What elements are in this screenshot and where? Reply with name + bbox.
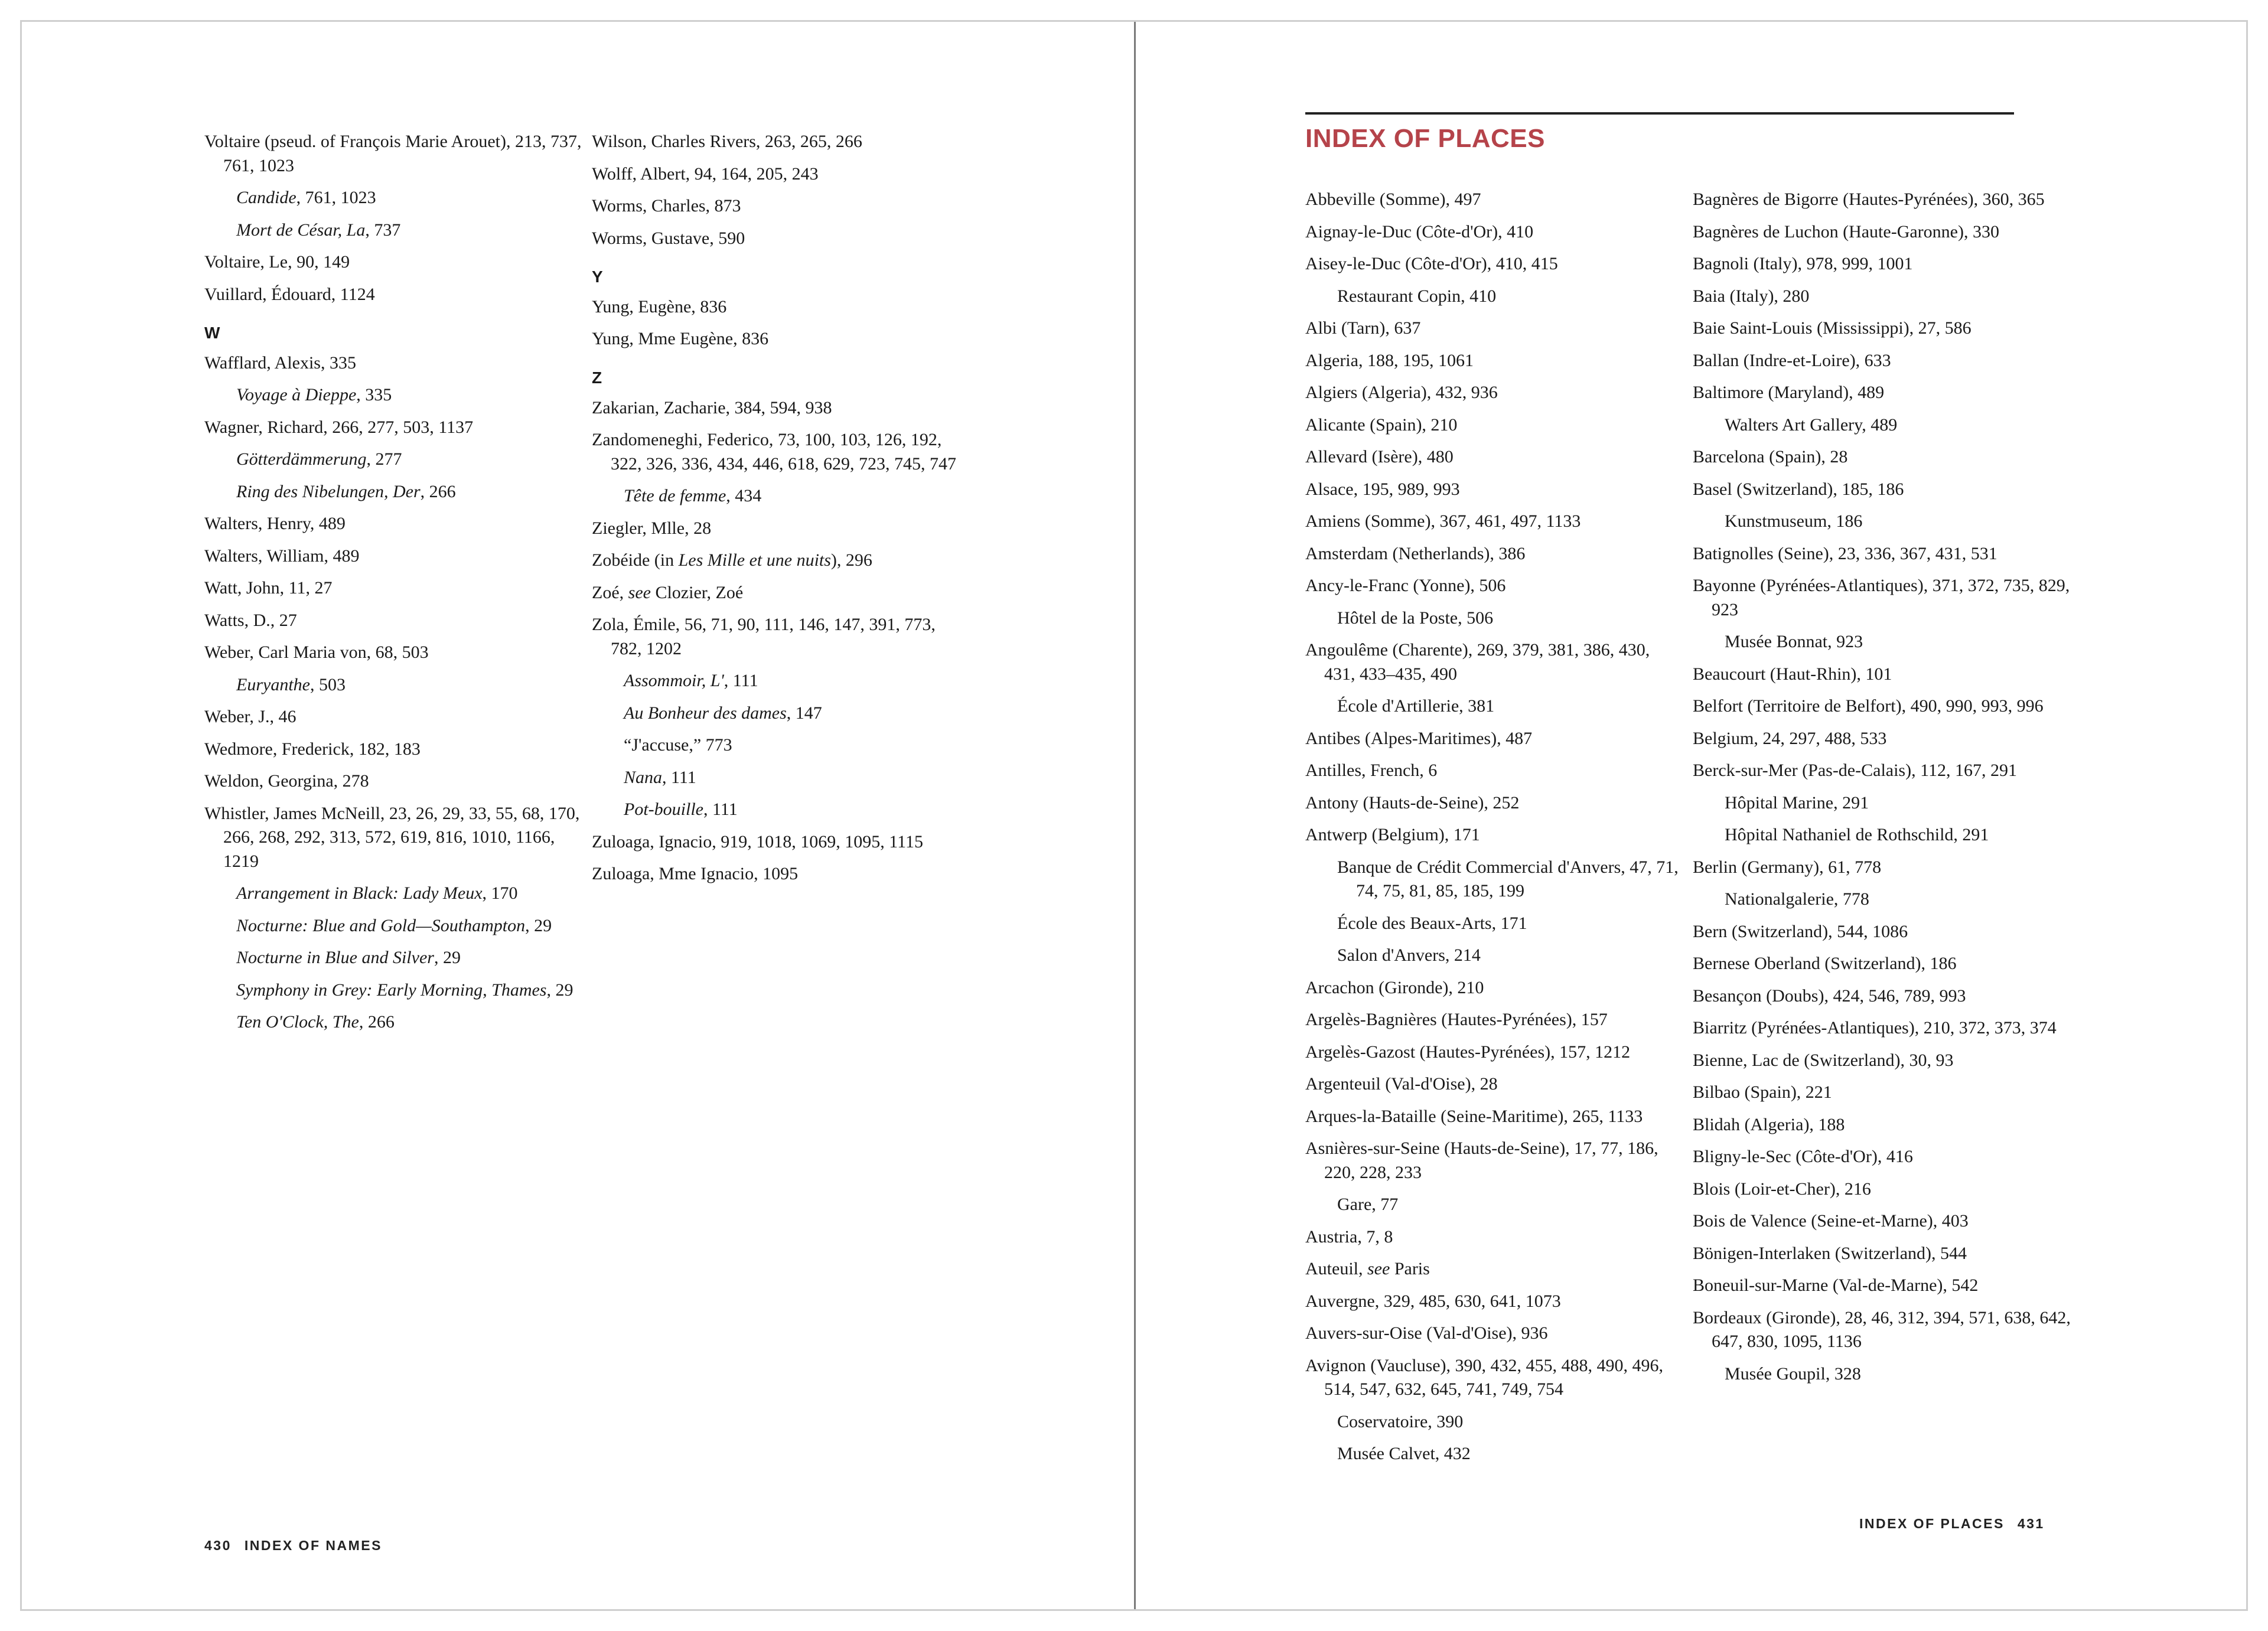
index-entry: Bönigen-Interlaken (Switzerland), 544 xyxy=(1693,1243,1967,1263)
index-entry: Zoé, see Clozier, Zoé xyxy=(592,582,744,602)
index-entry: Wilson, Charles Rivers, 263, 265, 266 xyxy=(592,132,862,151)
index-entry: Blois (Loir-et-Cher), 216 xyxy=(1693,1179,1871,1199)
index-entry: Arcachon (Gironde), 210 xyxy=(1305,977,1484,997)
index-subentry: Euryanthe, 503 xyxy=(236,674,346,694)
page-number: 431 xyxy=(2017,1516,2045,1531)
index-entry: Bagnoli (Italy), 978, 999, 1001 xyxy=(1693,254,1913,273)
index-subentry: Gare, 77 xyxy=(1337,1195,1399,1214)
index-entry: Amsterdam (Netherlands), 386 xyxy=(1305,543,1526,563)
index-entry: Beaucourt (Haut-Rhin), 101 xyxy=(1693,664,1892,684)
index-entry: Baie Saint-Louis (Mississippi), 27, 586 xyxy=(1693,318,1972,338)
index-entry: Baia (Italy), 280 xyxy=(1693,286,1810,306)
index-entry: Wagner, Richard, 266, 277, 503, 1137 xyxy=(204,417,474,437)
index-subentry: Salon d'Anvers, 214 xyxy=(1337,945,1481,965)
index-entry: Zobéide (in Les Mille et une nuits), 296 xyxy=(592,550,872,570)
left-folio xyxy=(204,1538,382,1554)
index-entry: Bern (Switzerland), 544, 1086 xyxy=(1693,921,1908,941)
index-letter-heading: Y xyxy=(592,268,603,286)
page-number: 430 xyxy=(204,1538,232,1553)
index-entry: Bilbao (Spain), 221 xyxy=(1693,1082,1832,1102)
index-entry: Yung, Eugène, 836 xyxy=(592,296,727,317)
index-entry: Biarritz (Pyrénées-Atlantiques), 210, 372, 373, 374 xyxy=(1693,1018,2057,1038)
index-entry: Algeria, 188, 195, 1061 xyxy=(1305,350,1474,370)
places-index-column-1 xyxy=(1305,188,1683,1475)
index-subentry: Hôpital Marine, 291 xyxy=(1725,792,1869,813)
index-entry: Barcelona (Spain), 28 xyxy=(1693,447,1848,467)
index-entry: Aisey-le-Duc (Côte-d'Or), 410, 415 xyxy=(1305,254,1558,273)
right-folio xyxy=(1859,1516,2045,1532)
index-subentry: Tête de femme, 434 xyxy=(624,486,762,506)
index-entry: Wedmore, Frederick, 182, 183 xyxy=(204,739,421,759)
index-entry: Bayonne (Pyrénées-Atlantiques), 371, 372, 735, 829, 923 xyxy=(1693,576,2070,619)
index-letter-heading: W xyxy=(204,324,220,342)
index-subentry: Ring des Nibelungen, Der, 266 xyxy=(236,481,456,501)
index-subentry: Musée Goupil, 328 xyxy=(1725,1363,1861,1384)
index-entry: Ziegler, Mlle, 28 xyxy=(592,518,712,538)
index-subentry: “J'accuse,” 773 xyxy=(624,735,732,755)
index-entry: Whistler, James McNeill, 23, 26, 29, 33, 55, 68, 170, 266, 268, 292, 313, 572, 619, 816, 1010, 1166, 1219 xyxy=(204,803,580,871)
index-subentry: Nationalgalerie, 778 xyxy=(1725,889,1869,909)
index-entry: Besançon (Doubs), 424, 546, 789, 993 xyxy=(1693,986,1966,1006)
index-subentry: Au Bonheur des dames, 147 xyxy=(624,703,822,723)
index-entry: Argelès-Gazost (Hautes-Pyrénées), 157, 1212 xyxy=(1305,1042,1631,1062)
page-title: INDEX OF PLACES xyxy=(1305,124,1545,153)
index-subentry: Candide, 761, 1023 xyxy=(236,188,376,207)
index-entry: Zakarian, Zacharie, 384, 594, 938 xyxy=(592,397,832,417)
index-entry: Boneuil-sur-Marne (Val-de-Marne), 542 xyxy=(1693,1276,1979,1295)
index-subentry: École d'Artillerie, 381 xyxy=(1337,696,1495,716)
index-entry: Alicante (Spain), 210 xyxy=(1305,415,1458,435)
index-entry: Blidah (Algeria), 188 xyxy=(1693,1114,1845,1134)
index-entry: Antibes (Alpes-Maritimes), 487 xyxy=(1305,728,1533,748)
index-entry: Bligny-le-Sec (Côte-d'Or), 416 xyxy=(1693,1147,1913,1166)
title-rule xyxy=(1305,112,2014,115)
index-entry: Walters, William, 489 xyxy=(204,546,360,566)
index-subentry: Kunstmuseum, 186 xyxy=(1725,511,1863,531)
index-entry: Yung, Mme Eugène, 836 xyxy=(592,329,769,349)
index-entry: Auvers-sur-Oise (Val-d'Oise), 936 xyxy=(1305,1323,1548,1343)
index-entry: Walters, Henry, 489 xyxy=(204,514,346,534)
index-subentry: Nocturne in Blue and Silver, 29 xyxy=(236,948,461,968)
index-entry: Weber, Carl Maria von, 68, 503 xyxy=(204,642,429,663)
index-subentry: Nocturne: Blue and Gold—Southampton, 29 xyxy=(236,915,552,935)
index-entry: Ballan (Indre-et-Loire), 633 xyxy=(1693,350,1891,370)
index-entry: Asnières-sur-Seine (Hauts-de-Seine), 17, 77, 186, 220, 228, 233 xyxy=(1305,1139,1658,1182)
index-entry: Watt, John, 11, 27 xyxy=(204,578,333,598)
index-entry: Vuillard, Édouard, 1124 xyxy=(204,284,375,304)
index-subentry: Restaurant Copin, 410 xyxy=(1337,286,1497,306)
index-subentry: Ten O'Clock, The, 266 xyxy=(236,1012,395,1032)
index-entry: Argelès-Bagnières (Hautes-Pyrénées), 157 xyxy=(1305,1010,1608,1029)
names-index-column-2 xyxy=(592,130,970,895)
index-entry: Aignay-le-Duc (Côte-d'Or), 410 xyxy=(1305,221,1534,242)
index-subentry: Banque de Crédit Commercial d'Anvers, 47, 71, 74, 75, 81, 85, 185, 199 xyxy=(1337,857,1679,901)
index-subentry: Coservatoire, 390 xyxy=(1337,1411,1464,1431)
index-entry: Algiers (Algeria), 432, 936 xyxy=(1305,383,1498,402)
index-entry: Amiens (Somme), 367, 461, 497, 1133 xyxy=(1305,511,1581,531)
index-entry: Austria, 7, 8 xyxy=(1305,1226,1393,1247)
index-entry: Belfort (Territoire de Belfort), 490, 990, 993, 996 xyxy=(1693,696,2044,716)
index-subentry: Musée Bonnat, 923 xyxy=(1725,632,1863,651)
index-entry: Abbeville (Somme), 497 xyxy=(1305,190,1481,209)
index-entry: Bois de Valence (Seine-et-Marne), 403 xyxy=(1693,1211,1969,1231)
running-head: INDEX OF NAMES xyxy=(244,1538,382,1553)
index-entry: Wafflard, Alexis, 335 xyxy=(204,353,356,373)
index-entry: Bagnères de Bigorre (Hautes-Pyrénées), 360, 365 xyxy=(1693,190,2045,209)
index-subentry: Arrangement in Black: Lady Meux, 170 xyxy=(236,883,518,903)
index-entry: Baltimore (Maryland), 489 xyxy=(1693,383,1885,402)
index-subentry: Pot-bouille, 111 xyxy=(624,800,738,820)
index-entry: Bienne, Lac de (Switzerland), 30, 93 xyxy=(1693,1050,1954,1070)
index-entry: Zola, Émile, 56, 71, 90, 111, 146, 147, 391, 773, 782, 1202 xyxy=(592,615,936,658)
index-entry: Alsace, 195, 989, 993 xyxy=(1305,479,1460,499)
index-entry: Berck-sur-Mer (Pas-de-Calais), 112, 167, 291 xyxy=(1693,761,2017,780)
index-subentry: Götterdämmerung, 277 xyxy=(236,449,402,469)
index-entry: Worms, Charles, 873 xyxy=(592,196,741,216)
index-entry: Auvergne, 329, 485, 630, 641, 1073 xyxy=(1305,1291,1561,1311)
index-entry: Watts, D., 27 xyxy=(204,610,297,630)
index-entry: Basel (Switzerland), 185, 186 xyxy=(1693,479,1904,499)
index-subentry: Hôtel de la Poste, 506 xyxy=(1337,608,1494,628)
index-entry: Ancy-le-Franc (Yonne), 506 xyxy=(1305,576,1506,595)
index-entry: Zuloaga, Mme Ignacio, 1095 xyxy=(592,864,799,884)
index-subentry: Nana, 111 xyxy=(624,767,696,787)
index-entry: Antilles, French, 6 xyxy=(1305,761,1438,780)
places-index-column-2 xyxy=(1693,188,2071,1394)
running-head: INDEX OF PLACES xyxy=(1859,1516,2005,1531)
index-entry: Angoulême (Charente), 269, 379, 381, 386, 430, 431, 433–435, 490 xyxy=(1305,640,1650,684)
index-subentry: Musée Calvet, 432 xyxy=(1337,1444,1471,1463)
index-entry: Weldon, Georgina, 278 xyxy=(204,771,369,791)
index-entry: Antwerp (Belgium), 171 xyxy=(1305,825,1480,844)
index-entry: Belgium, 24, 297, 488, 533 xyxy=(1693,728,1887,748)
index-entry: Voltaire, Le, 90, 149 xyxy=(204,252,350,272)
index-entry: Weber, J., 46 xyxy=(204,707,296,727)
left-page xyxy=(22,22,1136,1609)
index-subentry: Hôpital Nathaniel de Rothschild, 291 xyxy=(1725,825,1989,844)
index-entry: Bordeaux (Gironde), 28, 46, 312, 394, 571, 638, 642, 647, 830, 1095, 1136 xyxy=(1693,1307,2071,1351)
index-entry: Antony (Hauts-de-Seine), 252 xyxy=(1305,792,1520,813)
index-subentry: École des Beaux-Arts, 171 xyxy=(1337,913,1527,933)
index-entry: Batignolles (Seine), 23, 336, 367, 431, 531 xyxy=(1693,543,1997,563)
index-entry: Zuloaga, Ignacio, 919, 1018, 1069, 1095, 1115 xyxy=(592,831,924,852)
index-entry: Auteuil, see Paris xyxy=(1305,1259,1430,1278)
index-entry: Voltaire (pseud. of François Marie Arouet), 213, 737, 761, 1023 xyxy=(204,132,582,175)
index-entry: Avignon (Vaucluse), 390, 432, 455, 488, 490, 496, 514, 547, 632, 645, 741, 749, 754 xyxy=(1305,1355,1664,1399)
names-index-column-1 xyxy=(204,130,582,1043)
index-entry: Berlin (Germany), 61, 778 xyxy=(1693,857,1882,877)
index-subentry: Walters Art Gallery, 489 xyxy=(1725,415,1898,435)
index-entry: Wolff, Albert, 94, 164, 205, 243 xyxy=(592,164,819,184)
index-subentry: Mort de César, La, 737 xyxy=(236,220,401,240)
index-entry: Argenteuil (Val-d'Oise), 28 xyxy=(1305,1074,1498,1094)
index-letter-heading: Z xyxy=(592,368,602,387)
index-entry: Albi (Tarn), 637 xyxy=(1305,318,1421,338)
index-entry: Bagnères de Luchon (Haute-Garonne), 330 xyxy=(1693,221,1999,242)
index-entry: Arques-la-Bataille (Seine-Maritime), 265, 1133 xyxy=(1305,1106,1643,1126)
index-entry: Allevard (Isère), 480 xyxy=(1305,447,1454,467)
index-subentry: Symphony in Grey: Early Morning, Thames, 29 xyxy=(236,980,573,1000)
index-entry: Worms, Gustave, 590 xyxy=(592,228,745,248)
index-entry: Bernese Oberland (Switzerland), 186 xyxy=(1693,954,1957,973)
index-subentry: Voyage à Dieppe, 335 xyxy=(236,385,392,405)
index-entry: Zandomeneghi, Federico, 73, 100, 103, 126, 192, 322, 326, 336, 434, 446, 618, 629, 723, 745, 747 xyxy=(592,430,956,474)
index-subentry: Assommoir, L', 111 xyxy=(624,671,758,691)
